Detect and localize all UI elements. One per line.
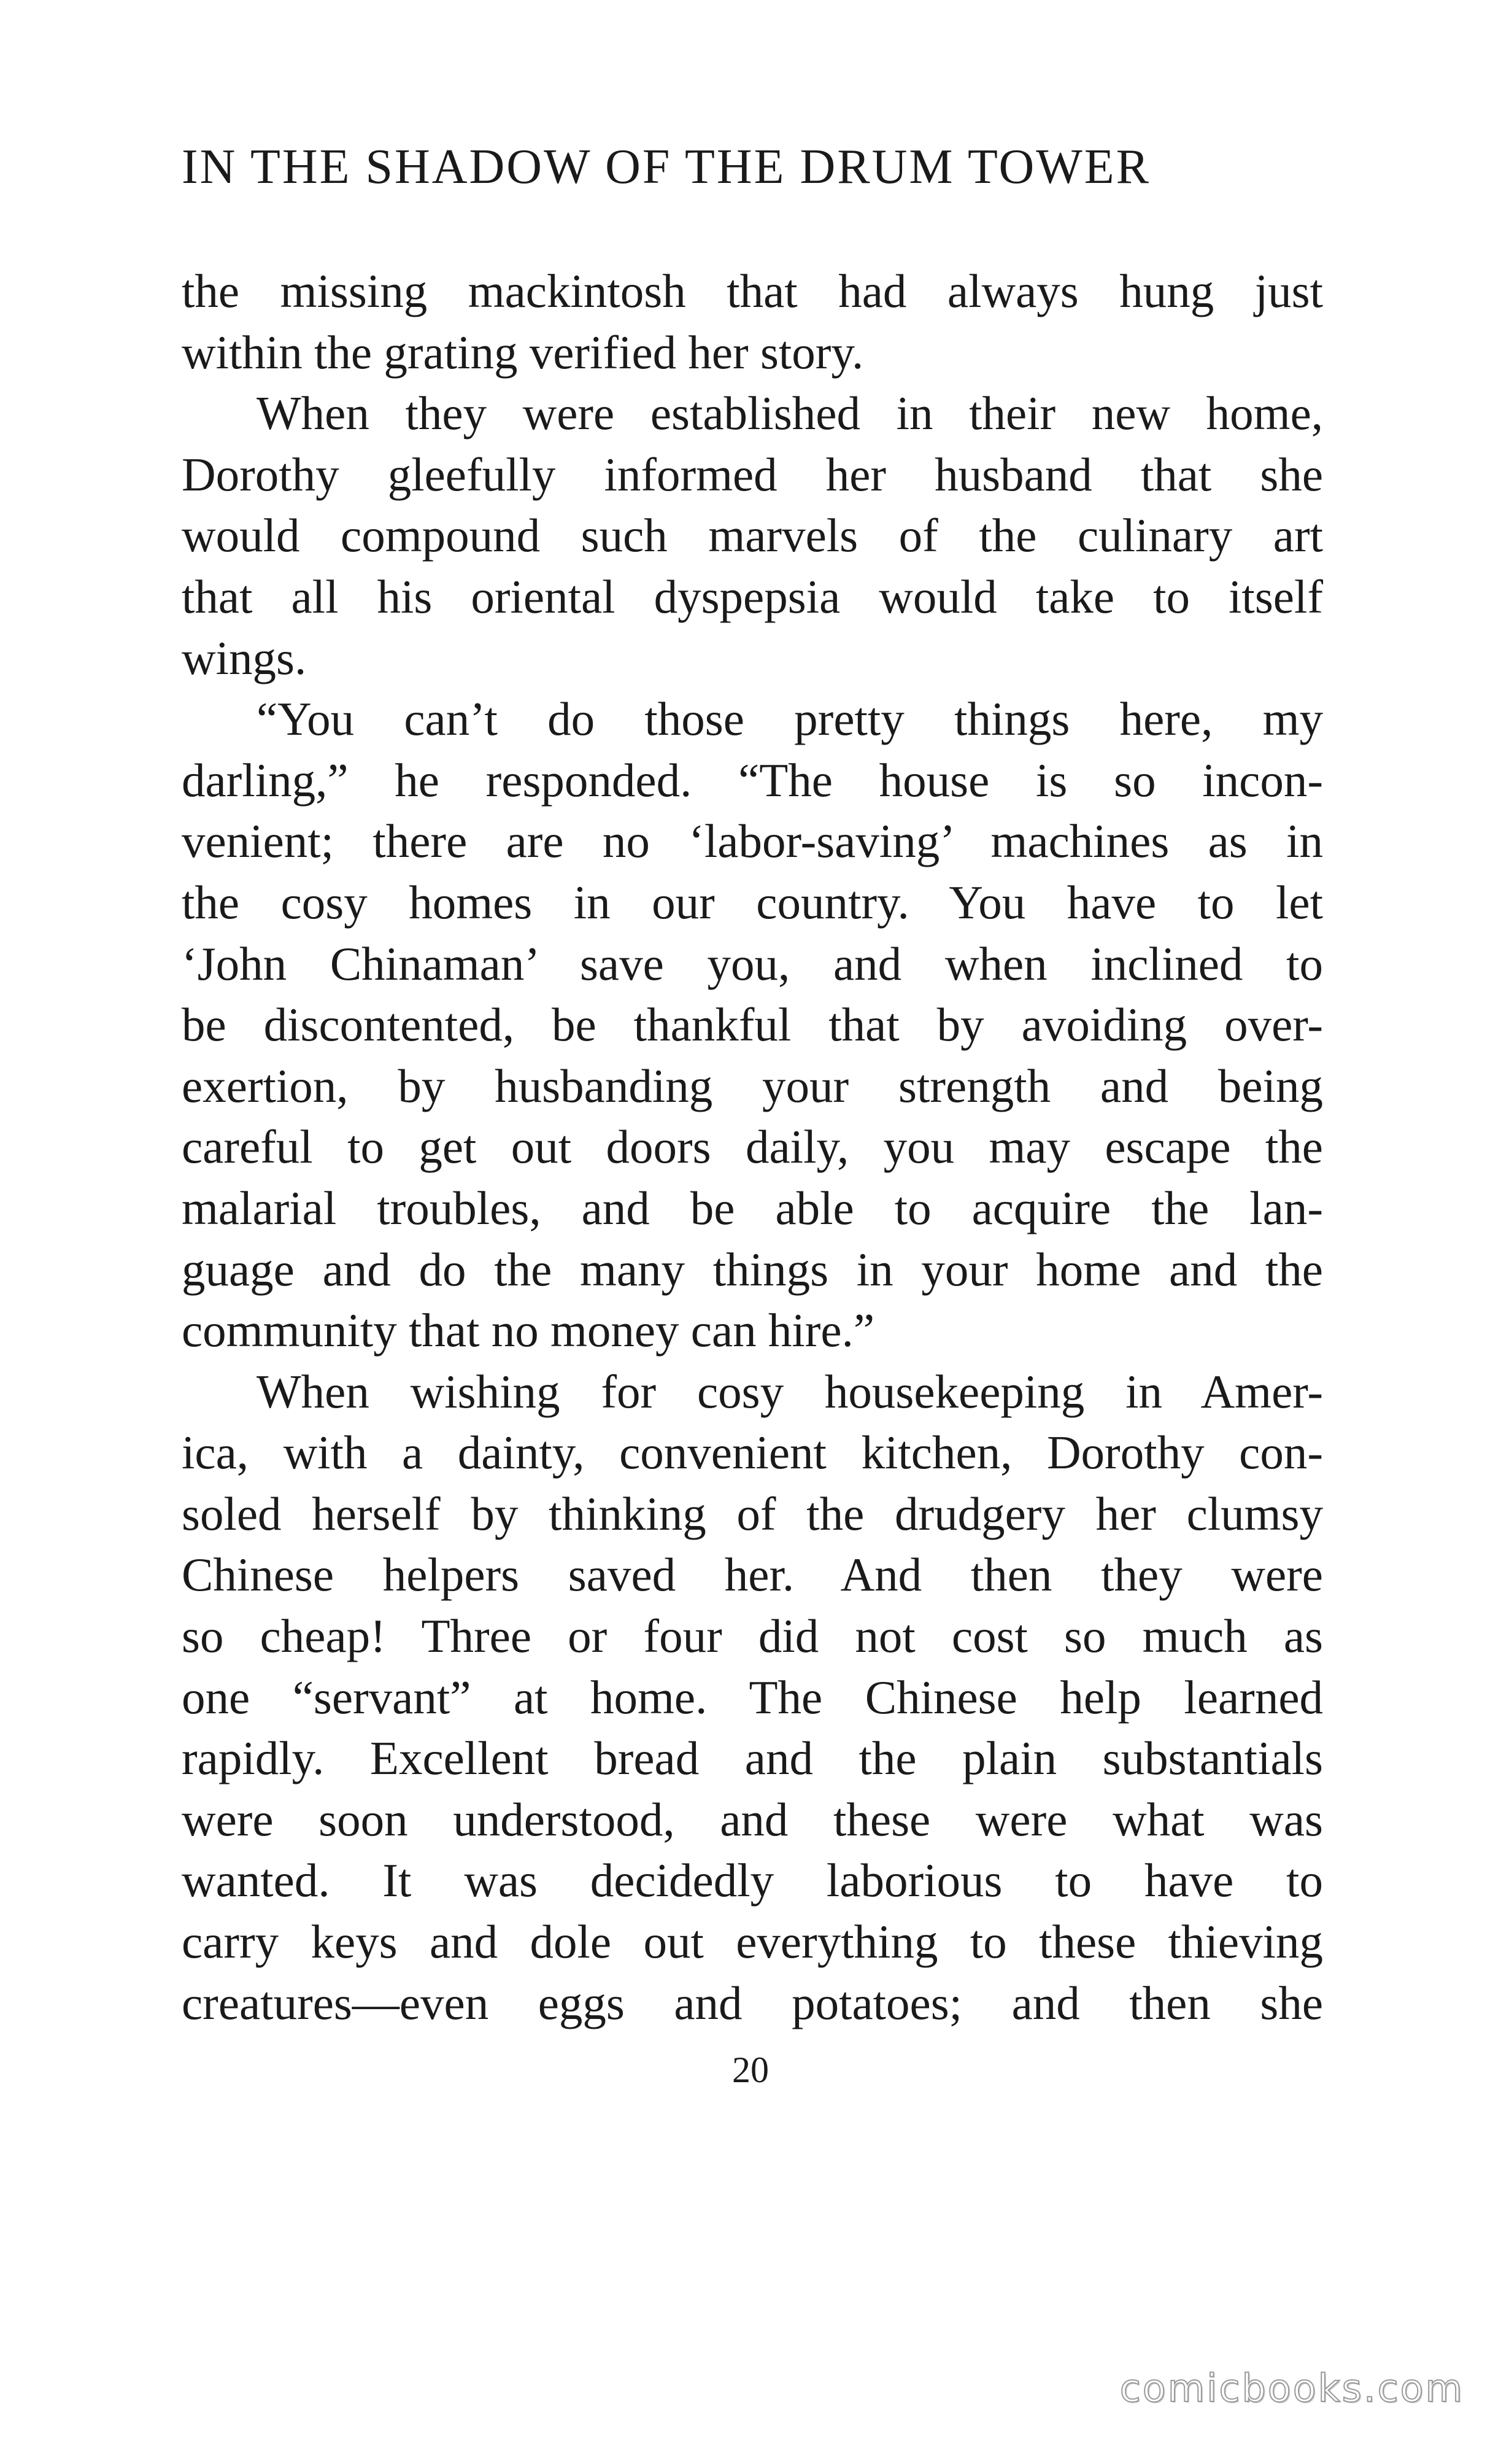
text-line: darling,” he responded. “The house is so incon- xyxy=(182,753,1323,807)
text-line: venient; there are no ‘labor-saving’ machines as in xyxy=(182,815,1323,868)
text-line: the missing mackintosh that had always hung just xyxy=(182,265,1323,317)
text-line: “You can’t do those pretty things here, my xyxy=(257,692,1323,746)
text-line: careful to get out doors daily, you may escape the xyxy=(182,1120,1323,1174)
text-line: that all his oriental dyspepsia would take to itself xyxy=(182,570,1323,623)
text-line: guage and do the many things in your home and the xyxy=(182,1242,1323,1296)
text-line: soled herself by thinking of the drudgery her clumsy xyxy=(182,1487,1323,1540)
text-line: within the grating verified her story. xyxy=(182,325,864,379)
text-line: ‘John Chinaman’ save you, and when inclined to xyxy=(182,937,1323,990)
text-line: were soon understood, and these were what was xyxy=(182,1792,1323,1846)
text-line: the cosy homes in our country. You have to let xyxy=(182,875,1323,929)
page-number: 20 xyxy=(732,2050,769,2090)
text-line: one “servant” at home. The Chinese help learned xyxy=(182,1670,1323,1724)
watermark: comicbooks.com xyxy=(1119,2366,1464,2411)
text-line: rapidly. Excellent bread and the plain substantials xyxy=(182,1732,1323,1785)
text-line: be discontented, be thankful that by avoiding over- xyxy=(182,998,1323,1052)
text-line: wings. xyxy=(182,631,307,684)
running-head: IN THE SHADOW OF THE DRUM TOWER xyxy=(182,140,1151,194)
text-line: Dorothy gleefully informed her husband that she xyxy=(182,447,1323,501)
body-text xyxy=(182,261,1323,2034)
text-line: community that no money can hire.” xyxy=(182,1304,875,1357)
text-line: would compound such marvels of the culinary art xyxy=(182,509,1323,562)
text-line: ica, with a dainty, convenient kitchen, Dorothy con- xyxy=(182,1426,1323,1479)
text-line: so cheap! Three or four did not cost so much as xyxy=(182,1610,1323,1663)
text-line: creatures—even eggs and potatoes; and then she xyxy=(182,1976,1323,2029)
text-line: When they were established in their new home, xyxy=(257,387,1323,440)
text-line: carry keys and dole out everything to these thieving xyxy=(182,1915,1323,1969)
text-line: exertion, by husbanding your strength and being xyxy=(182,1059,1323,1112)
text-line: wanted. It was decidedly laborious to have to xyxy=(182,1854,1323,1907)
text-line: When wishing for cosy housekeeping in Amer- xyxy=(257,1365,1323,1418)
text-line: malarial troubles, and be able to acquire the lan- xyxy=(182,1181,1323,1234)
text-line: Chinese helpers saved her. And then they were xyxy=(182,1548,1323,1602)
